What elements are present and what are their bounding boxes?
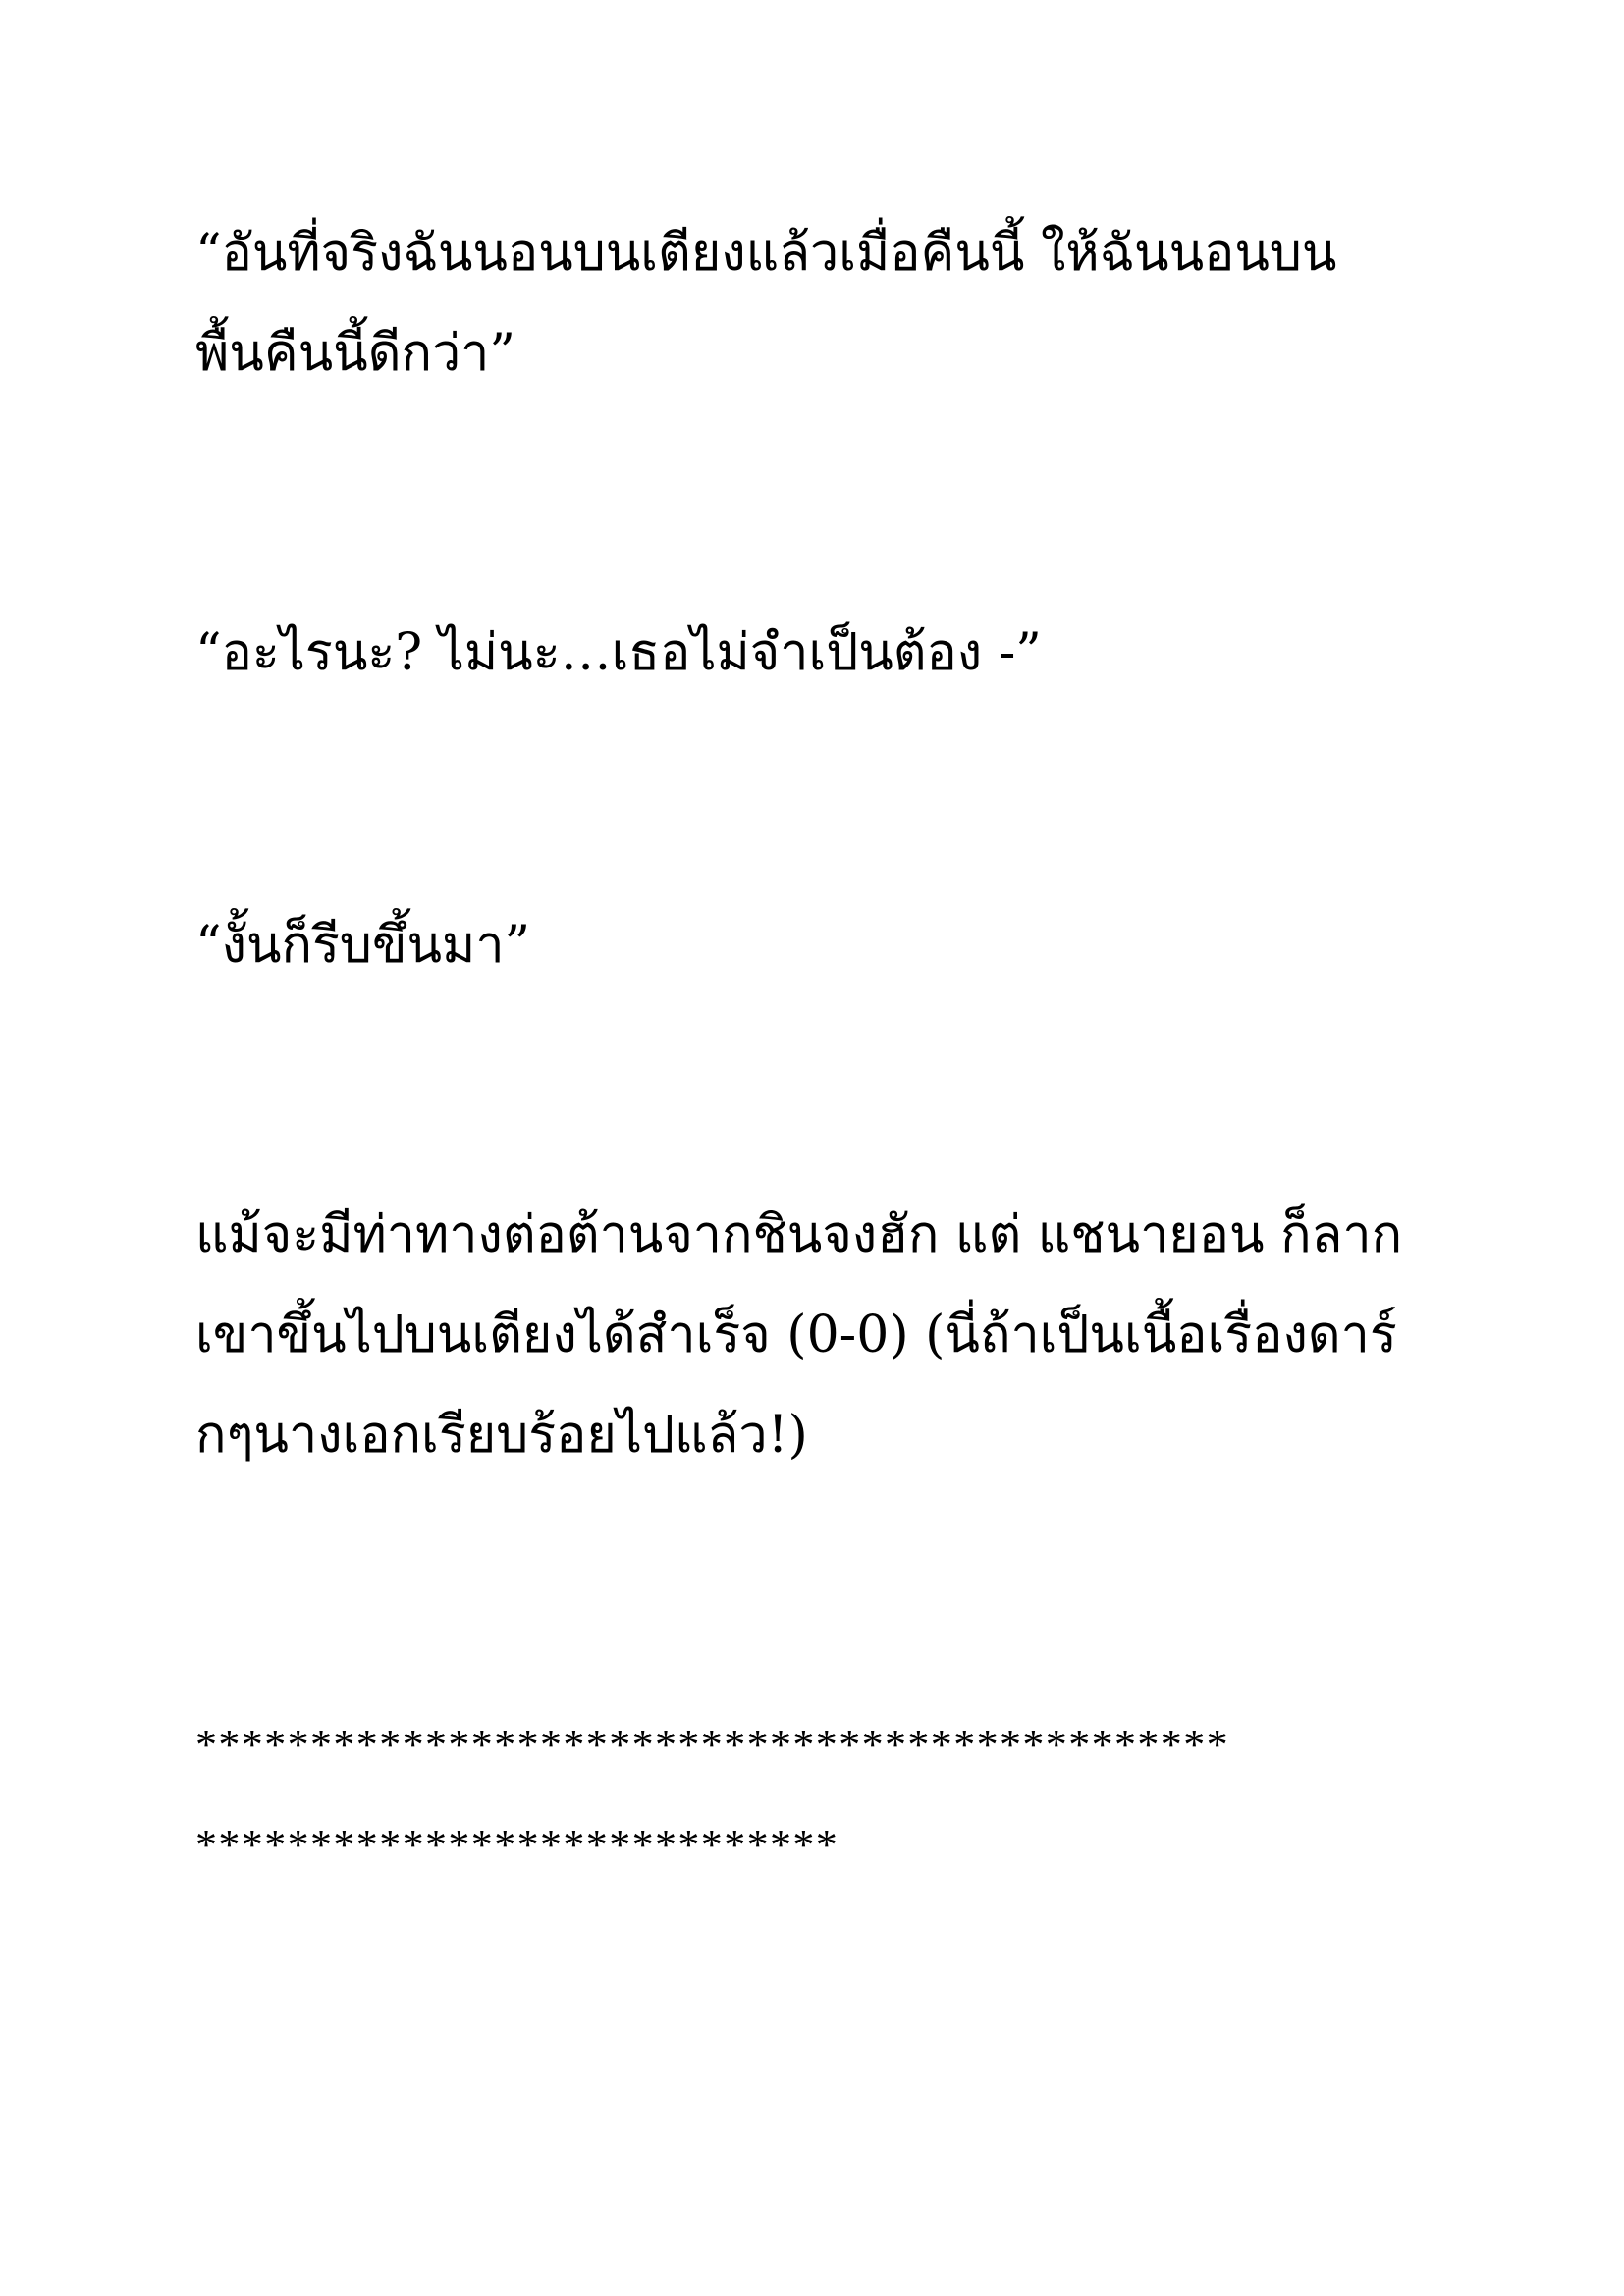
paragraph-4-line-3: กๆนางเอกเรียบร้อยไปแล้ว!) <box>195 1406 808 1465</box>
paragraph-2-line-1: “อะไรนะ? ไม่นะ…เธอไม่จำเป็นต้อง -” <box>195 623 1042 682</box>
paragraph-1-line-1: “อันที่จริงฉันนอนบนเตียงแล้วเมื่อคืนนี้ ให้ฉันนอนบน <box>195 224 1337 283</box>
paragraph-3-line-1: “งั้นก็รีบขึ้นมา” <box>195 916 531 975</box>
paragraph-1-line-2: พื้นคืนนี้ดีกว่า” <box>195 324 515 383</box>
separator-line-2: **************************** <box>195 1821 839 1869</box>
paragraph-4-line-1: แม้จะมีท่าทางต่อต้านจากชินจงฮัก แต่ แชนายอน ก็ลาก <box>195 1205 1403 1264</box>
separator-line-1: ********************************************* <box>195 1721 1229 1769</box>
paragraph-4-line-2: เขาขึ้นไปบนเตียงได้สำเร็จ (0-0) (นี่ถ้าเป็นเนื้อเรื่องดาร์ <box>195 1306 1397 1364</box>
